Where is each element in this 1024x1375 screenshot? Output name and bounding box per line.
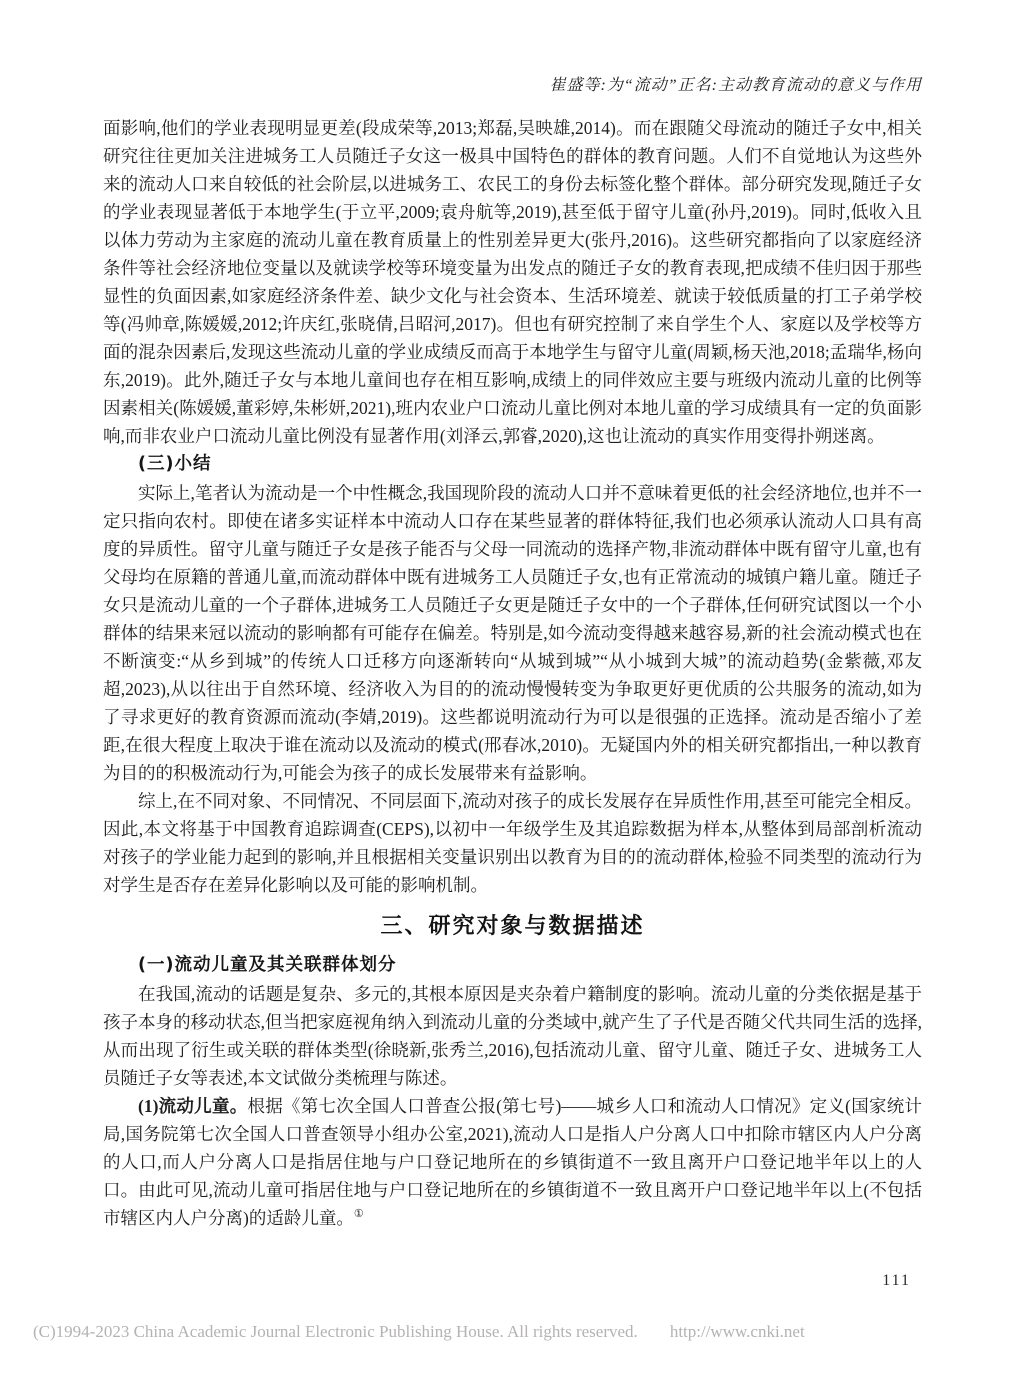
page-number: 111 — [882, 1272, 911, 1289]
paragraph-summary: 实际上,笔者认为流动是一个中性概念,我国现阶段的流动人口并不意味着更低的社会经济地位,也并不一定只指向农村。即使在诸多实证样本中流动人口存在某些显著的群体特征,我们也必须承认流动人口具有高度的异质性。留守儿童与随迁子女是孩子能否与父母一同流动的选择产物,非流动群体中既有留守儿童,也有父母均在原籍的普通儿童,而流动群体中既有进城务工人员随迁子女,也有正常流动的城镇户籍儿童。随迁子女只是流动儿童的一个子群体,进城务工人员随迁子女更是随迁子女中的一个子群体,任何研究试图以一个小群体的结果来冠以流动的影响都有可能存在偏差。特别是,如今流动变得越来越容易,新的社会流动模式也在不断演变:“从乡到城”的传统人口迁移方向逐渐转向“从城到城”“从小城到大城”的流动趋势(金紫薇,邓友超,2023),从以往出于自然环境、经济收入为目的的流动慢慢转变为争取更好更优质的公共服务的流动,如为了寻求更好的教育资源而流动(李婧,2019)。这些都说明流动行为可以是很强的正选择。流动是否缩小了差距,在很大程度上取决于谁在流动以及流动的模式(邢春冰,2010)。无疑国内外的相关研究都指出,一种以教育为目的的积极流动行为,可能会为孩子的成长发展带来有益影响。 — [103, 483, 922, 783]
article-body — [103, 114, 922, 1232]
paragraph-group-classification: 在我国,流动的话题是复杂、多元的,其根本原因是夹杂着户籍制度的影响。流动儿童的分类依据是基于孩子本身的移动状态,但当把家庭视角纳入到流动儿童的分类域中,就产生了子代是否随父代共同生活的选择,从而出现了衍生或关联的群体类型(徐晓新,张秀兰,2016),包括流动儿童、留守儿童、随迁子女、进城务工人员随迁子女等表述,本文试做分类梳理与陈述。 — [103, 984, 922, 1088]
term-lead-migrant-children: (1)流动儿童。 — [138, 1096, 248, 1116]
page-footer — [33, 1322, 1024, 1342]
subsection-heading-group-classification: (一)流动儿童及其关联群体划分 — [138, 955, 397, 975]
subsection-heading-summary: (三)小结 — [138, 454, 212, 474]
paragraph-migrant-children-definition — [103, 1092, 922, 1232]
copyright-text: (C)1994-2023 China Academic Journal Electronic Publishing House. All rights reserved. — [33, 1322, 638, 1341]
running-header-title: 崔盛等:为“流动”正名:主动教育流动的意义与作用 — [549, 77, 922, 94]
paragraph-literature-review: 面影响,他们的学业表现明显更差(段成荣等,2013;郑磊,吴映雄,2014)。而在跟随父母流动的随迁子女中,相关研究往往更加关注进城务工人员随迁子女这一极具中国特色的群体的教育问题。人们不自觉地认为这些外来的流动人口来自较低的社会阶层,以进城务工、农民工的身份去标签化整个群体。部分研究发现,随迁子女的学业表现显著低于本地学生(于立平,2009;袁舟航等,2019),甚至低于留守儿童(孙丹,2019)。同时,低收入且以体力劳动为主家庭的流动儿童在教育质量上的性别差异更大(张丹,2016)。这些研究都指向了以家庭经济条件等社会经济地位变量以及就读学校等环境变量为出发点的随迁子女的教育表现,把成绩不佳归因于那些显性的负面因素,如家庭经济条件差、缺少文化与社会资本、生活环境差、就读于较低质量的打工子弟学校等(冯帅章,陈媛媛,2012;许庆红,张晓倩,吕昭河,2017)。但也有研究控制了来自学生个人、家庭以及学校等方面的混杂因素后,发现这些流动儿童的学业成绩反而高于本地学生与留守儿童(周颖,杨天池,2018;孟瑞华,杨向东,2019)。此外,随迁子女与本地儿童间也存在相互影响,成绩上的同伴效应主要与班级内流动儿童的比例等因素相关(陈媛媛,董彩婷,朱彬妍,2021),班内农业户口流动儿童比例对本地儿童的学习成绩具有一定的负面影响,而非农业户口流动儿童比例没有显著作用(刘泽云,郭睿,2020),这也让流动的真实作用变得扑朔迷离。 — [103, 118, 922, 446]
definition-text: 根据《第七次全国人口普查公报(第七号)——城乡人口和流动人口情况》定义(国家统计局,国务院第七次全国人口普查领导小组办公室,2021),流动人口是指人户分离人口中扣除市辖区内人户分离的人口,而人户分离人口是指居住地与户口登记地所在的乡镇街道不一致且离开户口登记地半年以上的人口。由此可见,流动儿童可指居住地与户口登记地所在的乡镇街道不一致且离开户口登记地半年以上(不包括市辖区内人户分离)的适龄儿童。 — [103, 1096, 923, 1228]
footer-url-text: http://www.cnki.net — [669, 1322, 805, 1341]
paragraph-conclusion: 综上,在不同对象、不同情况、不同层面下,流动对孩子的成长发展存在异质性作用,甚至可能完全相反。因此,本文将基于中国教育追踪调查(CEPS),以初中一年级学生及其追踪数据为样本,从整体到局部剖析流动对孩子的学业能力起到的影响,并且根据相关变量识别出以教育为目的的流动群体,检验不同类型的流动行为对学生是否存在差异化影响以及可能的影响机制。 — [103, 791, 922, 895]
section-heading-research-objects: 三、研究对象与数据描述 — [380, 914, 645, 939]
footnote-marker-1: ① — [353, 1208, 364, 1221]
